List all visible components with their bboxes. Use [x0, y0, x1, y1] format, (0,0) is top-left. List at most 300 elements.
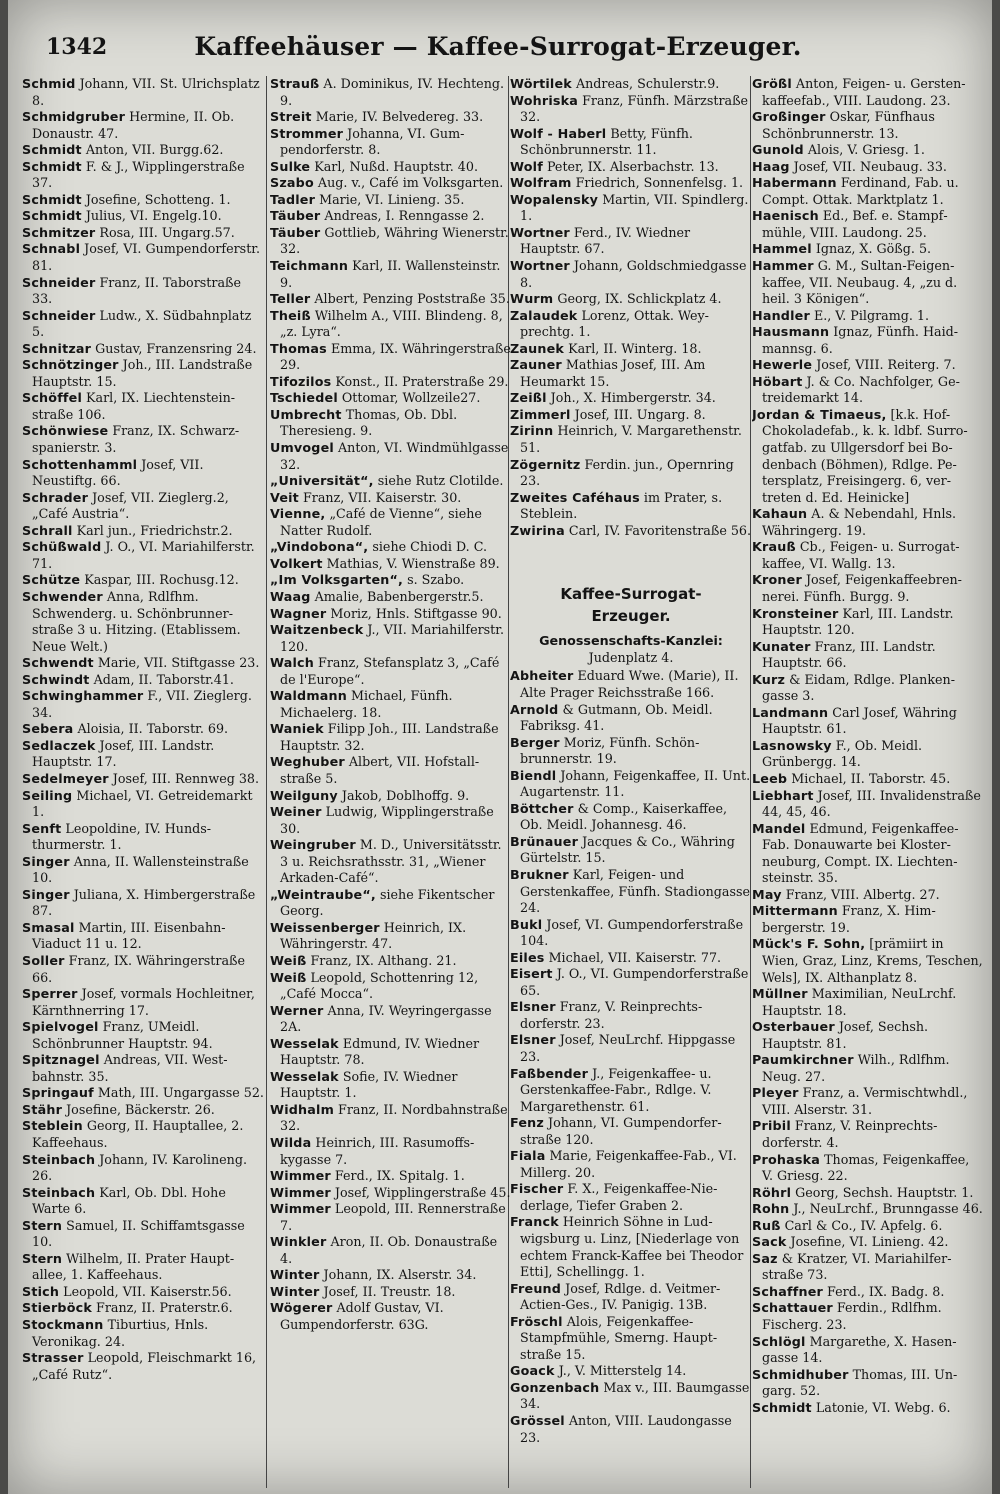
entry-surname: Wesselak: [270, 1035, 339, 1051]
entry-surname: Arnold: [510, 701, 559, 717]
entry-surname: Weiner: [270, 804, 322, 820]
entry-details: Michael, VI. Getreidemarkt 1.: [32, 787, 253, 820]
entry-details: Josef, VI. Gumpendorferstr. 81.: [32, 241, 260, 274]
directory-entry: [22, 655, 264, 672]
entry-details: Ferd., IX. Badg. 8.: [823, 1283, 945, 1299]
entry-surname: Brukner: [510, 866, 569, 882]
entry-details: Johann, VI. Gumpendorferstraße 120.: [520, 1115, 722, 1147]
directory-entry: [752, 672, 984, 705]
entry-surname: Höbart: [752, 373, 803, 389]
entry-surname: Saz: [752, 1250, 778, 1266]
directory-entry: [510, 702, 752, 735]
directory-entry: [752, 936, 984, 986]
directory-entry: [22, 457, 264, 490]
entry-surname: Wortner: [510, 224, 570, 240]
directory-entry: [510, 1115, 752, 1148]
entry-surname: Brünauer: [510, 833, 579, 849]
entry-surname: Schnitzar: [22, 340, 92, 356]
directory-entry: [270, 1069, 512, 1102]
entry-details: Ludwig, Wipplingerstraße 30.: [280, 804, 494, 836]
entry-details: Heinrich, IX. Währingerstr. 47.: [280, 919, 467, 952]
entry-surname: Täuber: [270, 208, 321, 224]
entry-details: Karl, III. Landstr. Hauptstr. 120.: [762, 605, 954, 638]
entry-details: Karl jun., Friedrichstr.2.: [72, 522, 233, 538]
directory-entry: [510, 341, 752, 358]
entry-details: Heinrich, III. Rasumoffskygasse 7.: [280, 1135, 475, 1167]
entry-surname: Spielvogel: [22, 1019, 99, 1035]
entry-surname: Schmidt: [22, 158, 82, 174]
entry-surname: Fiala: [510, 1148, 546, 1164]
entry-surname: Teichmann: [270, 258, 349, 274]
entry-surname: Elsner: [510, 999, 556, 1015]
directory-entry: [270, 1168, 512, 1185]
directory-entry: [752, 357, 984, 374]
entry-details: Johann, IX. Alserstr. 34.: [319, 1267, 477, 1283]
directory-entry: [270, 258, 512, 291]
entry-surname: Schrader: [22, 489, 89, 505]
directory-entry: [22, 208, 264, 225]
entry-details: Anna, II. Wallensteinstraße 10.: [32, 853, 249, 886]
entry-surname: Zauner: [510, 357, 562, 373]
directory-entry: [270, 175, 512, 192]
directory-entry: [22, 821, 264, 854]
directory-entry: [510, 1314, 752, 1364]
entry-surname: Mück's F. Sohn,: [752, 936, 866, 952]
directory-entry: [510, 1148, 752, 1181]
column-1: [22, 76, 264, 1488]
directory-entry: [22, 1284, 264, 1301]
entry-surname: Wolfram: [510, 175, 572, 191]
entry-details: Josef, VII. Neustiftg. 66.: [32, 456, 204, 489]
directory-entry: [752, 159, 984, 176]
entry-surname: Wilda: [270, 1135, 312, 1150]
entry-surname: Springauf: [22, 1085, 94, 1101]
entry-surname: Schlögl: [752, 1333, 806, 1349]
directory-entry: [270, 407, 512, 440]
directory-entry: [752, 308, 984, 325]
entry-details: Ed., Bef. e. Stampfmühle, VIII. Laudong. 25.: [762, 208, 948, 240]
entry-details: Lorenz, Ottak. Weyprechtg. 1.: [520, 307, 709, 340]
entry-surname: Steinbach: [22, 1151, 96, 1167]
directory-entry: [22, 308, 264, 341]
directory-entry: [22, 192, 264, 209]
directory-entry: [510, 76, 752, 93]
directory-entry: [752, 175, 984, 208]
entry-surname: Wolf: [510, 158, 543, 174]
entry-surname: Schmitzer: [22, 224, 96, 240]
entry-surname: Singer: [22, 853, 70, 869]
entry-details: J. O., VI. Gumpendorferstraße 65.: [520, 966, 749, 998]
entry-details: Franz, VIII. Albertg. 27.: [781, 886, 940, 902]
directory-entry: [752, 1251, 984, 1284]
directory-entry: [752, 986, 984, 1019]
entry-details: Ottomar, Wollzeile27.: [337, 390, 481, 406]
entry-surname: Größl: [752, 76, 792, 91]
entry-details: im Prater, s. Steblein.: [520, 489, 723, 522]
directory-entry: [22, 1218, 264, 1251]
entry-surname: Sedelmeyer: [22, 770, 109, 786]
directory-entry: [22, 1300, 264, 1317]
entry-details: siehe Fikentscher Georg.: [280, 886, 495, 919]
directory-entry: [270, 589, 512, 606]
entry-details: [prämiirt in Wien, Graz, Linz, Krems, Teschen, Wels], IX. Althanplatz 8.: [762, 936, 983, 985]
entry-details: Anna, IV. Weyringergasse 2A.: [280, 1002, 492, 1035]
entry-surname: Waag: [270, 588, 311, 604]
directory-entry: [270, 606, 512, 623]
entry-surname: Wörtilek: [510, 76, 572, 91]
section-gap: [510, 539, 752, 579]
entry-surname: Sebera: [22, 721, 74, 737]
entry-surname: Hammel: [752, 241, 812, 257]
directory-entry: [270, 490, 512, 507]
directory-entry: [270, 1135, 512, 1168]
entry-details: F. X., Feigenkaffee-Niederlage, Tiefer Graben 2.: [520, 1181, 718, 1213]
entry-details: Anton, VII. Burgg.62.: [81, 142, 224, 158]
directory-entry: [510, 950, 752, 967]
entry-details: Anna, Rdlfhm. Schwenderg. u. Schönbrunnerstraße 3 u. Hitzing. (Etablissem. Neue Welt.): [32, 588, 241, 654]
entry-surname: Liebhart: [752, 787, 814, 803]
entry-surname: Franck: [510, 1214, 559, 1230]
directory-entry: [510, 1181, 752, 1214]
entry-details: Ferdin., Rdlfhm. Fischerg. 23.: [762, 1300, 942, 1333]
entry-details: Alois, V. Griesg. 1.: [803, 142, 925, 158]
entry-surname: Strommer: [270, 125, 344, 141]
entry-surname: Sack: [752, 1234, 787, 1250]
directory-entry: [22, 721, 264, 738]
directory-entry: [752, 1300, 984, 1333]
entry-surname: Wimmer: [270, 1201, 331, 1217]
entry-surname: Seiling: [22, 787, 73, 803]
entry-details: Latonie, VI. Webg. 6.: [811, 1399, 951, 1415]
directory-entry: [510, 999, 752, 1032]
entry-surname: Weiß: [270, 969, 307, 985]
entry-surname: Stern: [22, 1217, 63, 1233]
directory-entry: [22, 572, 264, 589]
entry-surname: Großinger: [752, 109, 826, 125]
entry-details: Josef, NeuLrchf. Hippgasse 23.: [520, 1032, 736, 1064]
entry-surname: Berger: [510, 734, 560, 750]
entry-details: Leopold, Fleischmarkt 16, „Café Rutz“.: [32, 1350, 257, 1382]
directory-entry: [22, 142, 264, 159]
directory-entry: [22, 672, 264, 689]
entry-surname: Osterbauer: [752, 1019, 835, 1035]
entry-surname: Stern: [22, 1250, 63, 1266]
entry-details: Carl Josef, Währing Hauptstr. 61.: [762, 704, 957, 737]
directory-entry: [22, 920, 264, 953]
entry-details: Ferd., IV. Wiedner Hauptstr. 67.: [520, 224, 691, 257]
directory-entry: [510, 423, 752, 456]
entry-surname: Schwindt: [22, 671, 90, 687]
entry-surname: Krauß: [752, 539, 796, 555]
entry-details: Georg, Sechsh. Hauptstr. 1.: [791, 1184, 974, 1200]
entry-details: siehe Chiodi D. C.: [368, 539, 488, 555]
directory-entry: [270, 109, 512, 126]
directory-entry: [752, 738, 984, 771]
entry-details: Samuel, II. Schiffamtsgasse 10.: [32, 1217, 245, 1250]
entry-details: Georg, IX. Schlickplatz 4.: [553, 291, 722, 307]
directory-entry: [510, 258, 752, 291]
entry-surname: Wolf - Haberl: [510, 125, 607, 141]
entry-details: Cb., Feigen- u. Surrogatkaffee, VI. Wallg. 13.: [762, 539, 960, 571]
entry-details: Johann, Feigenkaffee, II. Unt. Augartenstr. 11.: [520, 767, 751, 800]
entry-details: Leopold, III. Rennerstraße 7.: [280, 1201, 506, 1233]
entry-details: Franz, III. Landstr. Hauptstr. 66.: [762, 638, 936, 671]
entry-surname: Steblein: [22, 1118, 83, 1134]
entry-details: Andreas, I. Renngasse 2.: [320, 208, 485, 224]
directory-entry: [510, 357, 752, 390]
entry-details: Franz, IX. Währingerstraße 66.: [32, 952, 246, 985]
directory-entry: [22, 986, 264, 1019]
entry-surname: Kunater: [752, 638, 811, 654]
entry-surname: Gonzenbach: [510, 1379, 600, 1395]
directory-entry: [270, 1201, 512, 1234]
entry-details: Andreas, Schulerstr.9.: [571, 76, 720, 91]
directory-entry: [510, 735, 752, 768]
directory-entry: [22, 1185, 264, 1218]
entry-surname: Wohriska: [510, 92, 579, 108]
entry-details: E., V. Pilgramg. 1.: [809, 307, 930, 323]
entry-details: Karl, IX. Liechtensteinstraße 106.: [32, 390, 236, 422]
directory-entry: [510, 966, 752, 999]
directory-entry: [270, 308, 512, 341]
entry-surname: Haag: [752, 158, 790, 174]
directory-entry: [752, 1218, 984, 1235]
entry-surname: Schneider: [22, 274, 96, 290]
directory-entry: [270, 440, 512, 473]
entry-details: Moriz, Fünfh. Schönbrunnerstr. 19.: [520, 734, 700, 767]
entry-details: Filipp Joh., III. Landstraße Hauptstr. 32.: [280, 721, 499, 753]
directory-entry: [510, 225, 752, 258]
entry-surname: Fröschl: [510, 1313, 563, 1329]
entry-surname: Teller: [270, 291, 311, 307]
entry-details: Ludw., X. Südbahnplatz 5.: [32, 307, 252, 340]
entry-details: Leopold, Schottenring 12, „Café Mocca“.: [280, 969, 479, 1002]
entry-surname: Schwender: [22, 588, 103, 604]
entry-details: Ignaz, Fünfh. Haidmannsg. 6.: [762, 324, 959, 356]
entry-details: Johann, Goldschmiedgasse 8.: [520, 258, 747, 290]
entry-details: Karl, II. Winterg. 18.: [564, 340, 702, 356]
entry-surname: Wagner: [270, 605, 327, 621]
entry-surname: Spitznagel: [22, 1052, 100, 1068]
entry-surname: Pribil: [752, 1118, 791, 1134]
coffeehouse-entries-continued: [510, 76, 752, 539]
entry-details: Georg, II. Hauptallee, 2. Kaffeehaus.: [32, 1118, 244, 1150]
directory-entry: [270, 688, 512, 721]
directory-entry: [270, 374, 512, 391]
directory-entry: [270, 76, 512, 109]
entry-details: F., VII. Zieglerg. 34.: [32, 688, 252, 720]
entry-surname: Hammer: [752, 258, 814, 274]
directory-entry: [752, 1367, 984, 1400]
entry-surname: Weiß: [270, 952, 307, 968]
entry-details: Moriz, Hnls. Stiftgasse 90.: [326, 605, 502, 621]
directory-entry: [752, 821, 984, 887]
entry-details: Johann, VII. St. Ulrichsplatz 8.: [32, 76, 260, 108]
entry-surname: Schnabl: [22, 241, 81, 257]
entry-surname: Müllner: [752, 986, 808, 1002]
entry-surname: Eisert: [510, 966, 553, 982]
entry-surname: Walch: [270, 655, 315, 671]
directory-entry: [752, 374, 984, 407]
directory-entry: [270, 159, 512, 176]
directory-entry: [510, 1214, 752, 1280]
entry-surname: Leeb: [752, 770, 788, 786]
directory-entry: [752, 1201, 984, 1218]
directory-entry: [22, 341, 264, 358]
directory-entry: [270, 754, 512, 787]
directory-page: [8, 0, 992, 1494]
entry-details: Peter, IX. Alserbachstr. 13.: [542, 158, 719, 174]
entry-details: „Café de Vienne“, siehe Natter Rudolf.: [280, 506, 482, 538]
entry-surname: Stockmann: [22, 1317, 104, 1333]
entry-surname: Hewerle: [752, 357, 813, 373]
entry-details: Jakob, Doblhoffg. 9.: [337, 787, 470, 803]
entry-surname: Fischer: [510, 1181, 564, 1197]
directory-entry: [510, 1363, 752, 1380]
entry-details: Franz, UMeidl. Schönbrunner Hauptstr. 94.: [32, 1019, 213, 1051]
entry-surname: Biendl: [510, 767, 557, 783]
entry-surname: Schönwiese: [22, 423, 109, 439]
entry-details: A. Dominikus, IV. Hechteng. 9.: [280, 76, 505, 108]
directory-entry: [22, 1085, 264, 1102]
directory-entry: [270, 473, 512, 490]
entry-surname: May: [752, 886, 782, 902]
entry-surname: Grössel: [510, 1413, 565, 1429]
directory-entry: [22, 490, 264, 523]
entry-surname: Gunold: [752, 142, 804, 158]
entry-surname: Kahaun: [752, 506, 808, 522]
entry-details: Carl & Co., IV. Apfelg. 6.: [780, 1217, 943, 1233]
directory-entry: [270, 341, 512, 374]
entry-details: J., Feigenkaffee- u. Gerstenkaffee-Fabr., Rdlge. V. Margarethenstr. 61.: [520, 1065, 712, 1114]
entry-details: Anton, VIII. Laudongasse 23.: [520, 1413, 732, 1445]
entry-surname: Zögernitz: [510, 456, 581, 472]
directory-entry: [270, 953, 512, 970]
directory-entry: [752, 788, 984, 821]
directory-entry: [510, 1281, 752, 1314]
directory-entry: [752, 1400, 984, 1417]
entry-details: Albert, Penzing Poststraße 35.: [310, 291, 510, 307]
entry-details: Eduard Wwe. (Marie), II. Alte Prager Reichsstraße 166.: [520, 668, 739, 700]
entry-surname: Streit: [270, 109, 312, 125]
entry-details: Martin, III. Eisenbahn-Viaduct 11 u. 12.: [32, 919, 226, 952]
entry-details: Josef, Wipplingerstraße 45.: [330, 1184, 511, 1200]
entry-surname: Schwendt: [22, 655, 94, 671]
directory-entry: [270, 1234, 512, 1267]
entry-surname: Fenz: [510, 1115, 544, 1131]
entry-surname: Haenisch: [752, 208, 819, 224]
directory-entry: [270, 1185, 512, 1202]
entry-details: Joh., III. Landstraße Hauptstr. 15.: [32, 357, 253, 389]
entry-details: & Gutmann, Ob. Meidl. Fabriksg. 41.: [520, 701, 713, 734]
entry-surname: Röhrl: [752, 1184, 792, 1200]
entry-surname: Zirinn: [510, 423, 554, 439]
entry-surname: Weissenberger: [270, 919, 380, 935]
entry-surname: Täuber: [270, 224, 321, 240]
entry-surname: Wimmer: [270, 1168, 331, 1184]
entry-details: Oskar, Fünfhaus Schönbrunnerstr. 13.: [762, 109, 935, 141]
page-title: Kaffeehäuser — Kaffee-Surrogat-Erzeuger.: [194, 32, 802, 61]
entry-surname: Bukl: [510, 916, 543, 932]
directory-entry: [22, 241, 264, 274]
directory-entry: [510, 523, 752, 540]
entry-surname: Wögerer: [270, 1300, 333, 1316]
entry-surname: Wimmer: [270, 1184, 331, 1200]
entry-details: Josef, III. Rennweg 38.: [108, 770, 260, 786]
entry-surname: Wopalensky: [510, 191, 599, 207]
entry-surname: Schmidhuber: [752, 1366, 849, 1382]
entry-details: Juliana, X. Himbergerstraße 87.: [32, 886, 256, 919]
entry-details: Karl, Feigen- und Gerstenkaffee, Fünfh. Stadiongasse 24.: [520, 866, 750, 916]
directory-entry: [270, 920, 512, 953]
entry-surname: Schattauer: [752, 1300, 833, 1316]
directory-entry: [752, 771, 984, 788]
entry-details: Kaspar, III. Rochusg.12.: [80, 572, 239, 588]
directory-entry: [22, 225, 264, 242]
entry-surname: Wurm: [510, 291, 554, 307]
entry-details: Josef, II. Treustr. 18.: [319, 1283, 456, 1299]
entry-surname: Thomas: [270, 340, 327, 356]
entry-details: Aug. v., Café im Volksgarten.: [313, 175, 504, 191]
entry-surname: Winter: [270, 1267, 320, 1283]
directory-entry: [752, 76, 984, 109]
entry-details: Wilhelm, II. Prater Hauptallee, 1. Kaffeehaus.: [32, 1250, 235, 1283]
entry-details: Marie, Feigenkaffee-Fab., VI. Millerg. 20.: [520, 1148, 737, 1180]
entry-details: Wilhelm A., VIII. Blindeng. 8, „z. Lyra“.: [280, 307, 503, 340]
entry-details: Thomas, Ob. Dbl. Theresieng. 9.: [280, 406, 458, 439]
entry-details: Franz, II. Nordbahnstraße 32.: [280, 1101, 508, 1134]
entry-details: Andreas, VII. Westbahnstr. 35.: [32, 1052, 228, 1084]
directory-entry: [510, 407, 752, 424]
directory-entry: [752, 639, 984, 672]
entry-details: Franz, II. Praterstr.6.: [91, 1300, 233, 1316]
entry-details: s. Szabo.: [403, 572, 465, 588]
entry-surname: Smasal: [22, 919, 75, 935]
entry-surname: Werner: [270, 1002, 324, 1018]
directory-entry: [270, 192, 512, 209]
entry-details: J., V. Mitterstelg 14.: [554, 1363, 687, 1379]
directory-entry: [22, 76, 264, 109]
entry-surname: Schneider: [22, 307, 96, 323]
directory-entry: [22, 423, 264, 456]
entry-surname: Strasser: [22, 1350, 84, 1366]
entry-surname: Schmidt: [752, 1399, 812, 1415]
entry-details: Jacques & Co., Währing Gürtelstr. 15.: [520, 833, 735, 866]
entry-surname: Schaffner: [752, 1283, 823, 1299]
entry-details: M. D., Universitätsstr. 3 u. Reichsrathsstr. 31, „Wiener Arkaden-Café“.: [280, 837, 502, 886]
directory-entry: [752, 142, 984, 159]
entry-details: Albert, VII. Hofstallstraße 5.: [280, 754, 480, 786]
directory-entry: [752, 208, 984, 241]
entry-surname: Tadler: [270, 191, 316, 207]
entry-surname: „Universität“,: [270, 473, 374, 489]
directory-entry: [752, 705, 984, 738]
entry-details: F., Ob. Meidl. Grünbergg. 14.: [762, 737, 923, 770]
entry-details: Johanna, VI. Gumpendorferstr. 8.: [280, 125, 465, 158]
entry-surname: Hausmann: [752, 324, 830, 340]
entry-details: Thomas, III. Ungarg. 52.: [762, 1366, 958, 1399]
directory-entry: [510, 1380, 752, 1413]
directory-entry: [752, 324, 984, 357]
column-divider: [266, 76, 267, 1488]
entry-surname: Winkler: [270, 1234, 327, 1250]
entry-details: Michael, Fünfh. Michaelerg. 18.: [280, 688, 453, 720]
directory-entry: [752, 903, 984, 936]
directory-entry: [22, 854, 264, 887]
entry-surname: Eiles: [510, 949, 545, 965]
entry-details: Karl, Ob. Dbl. Hohe Warte 6.: [32, 1184, 226, 1217]
directory-entry: [270, 1003, 512, 1036]
